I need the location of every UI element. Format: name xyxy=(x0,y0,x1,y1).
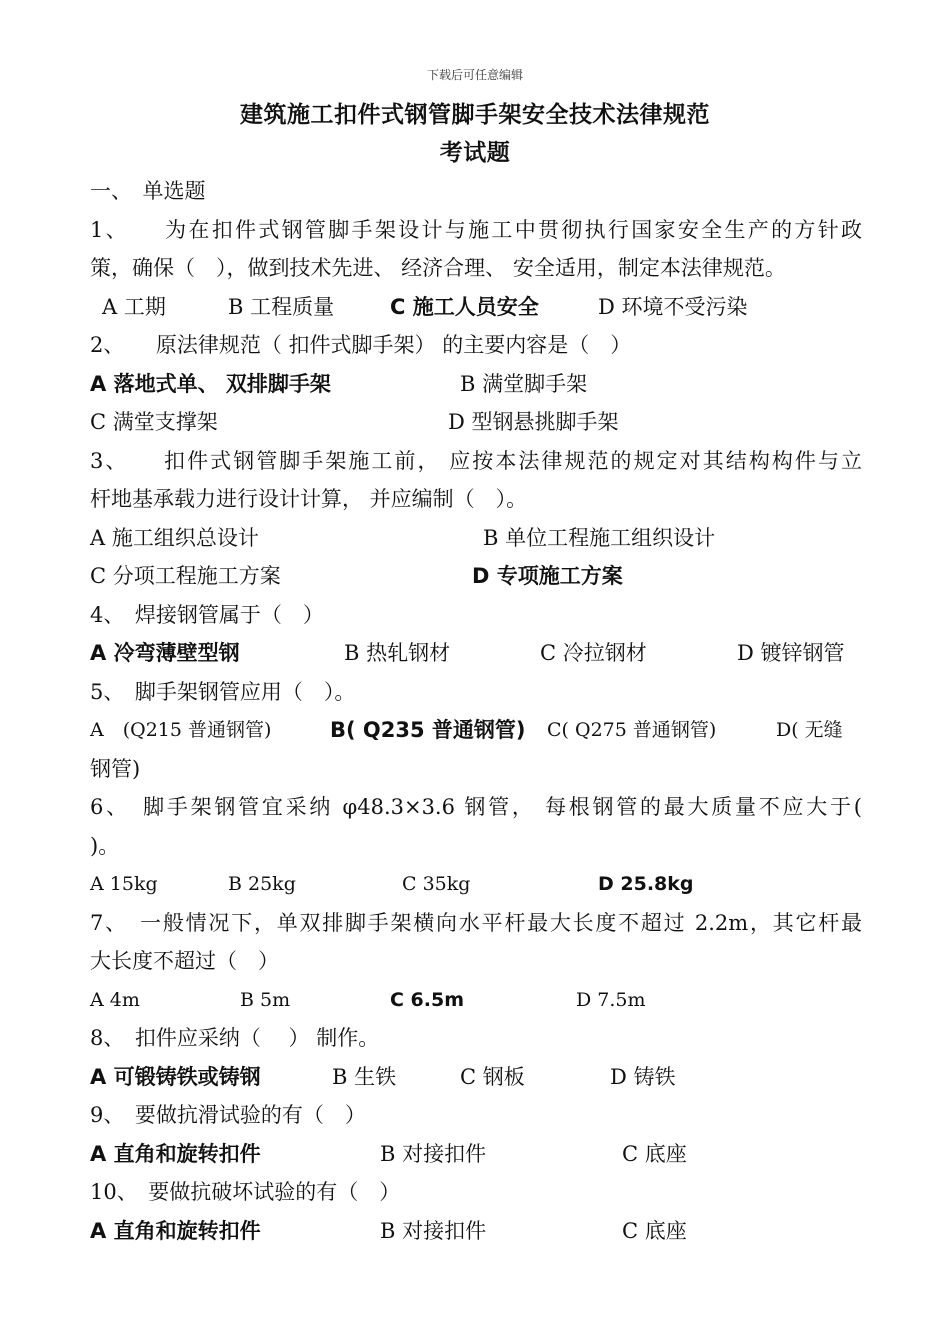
page-header-note: 下载后可任意编辑 xyxy=(426,68,523,82)
question-7-stem-line2: 大长度不超过（ ） xyxy=(90,949,279,973)
question-3-option-d-answer: D 专项施工方案 xyxy=(472,564,623,588)
section-heading: 一、 单选题 xyxy=(90,179,206,203)
document-title: 建筑施工扣件式钢管脚手架安全技术法律规范 xyxy=(240,102,710,128)
question-2-option-d: D 型钢悬挑脚手架 xyxy=(448,410,619,434)
question-6-stem-line1: 6、 脚手架钢管宜采纳 φ48.3×3.6 钢管， 每根钢管的最大质量不应大于( xyxy=(90,795,862,819)
question-8-options xyxy=(90,1058,862,1097)
question-4-option-a-answer: A 冷弯薄壁型钢 xyxy=(90,641,240,665)
question-9-stem: 9、 要做抗滑试验的有（ ） xyxy=(90,1103,366,1127)
question-7-option-b: B 5m xyxy=(240,988,291,1011)
question-4-options xyxy=(90,634,862,673)
question-5-options xyxy=(90,711,862,750)
question-6-option-a: A 15kg xyxy=(90,873,158,895)
question-7-stem-line1: 7、 一般情况下，单双排脚手架横向水平杆最大长度不超过 2.2m，其它杆最 xyxy=(90,910,862,935)
question-9-option-a-answer: A 直角和旋转扣件 xyxy=(90,1141,261,1166)
question-1-options xyxy=(90,288,862,327)
question-9-option-c: C 底座 xyxy=(622,1141,687,1166)
question-2-option-b: B 满堂脚手架 xyxy=(460,371,588,396)
question-7-option-a: A 4m xyxy=(90,988,140,1011)
question-2-option-a-answer: A 落地式单、 双排脚手架 xyxy=(90,371,331,396)
exam-body xyxy=(90,172,862,1250)
question-4-option-d: D 镀锌钢管 xyxy=(737,641,845,665)
question-1-option-a: A 工期 xyxy=(102,294,166,319)
question-5-options-wrap: 钢管) xyxy=(90,756,141,781)
question-10-options xyxy=(90,1212,862,1251)
question-5-option-a: A (Q215 普通钢管) xyxy=(90,719,272,741)
question-6-stem-line2: )。 xyxy=(90,833,120,858)
question-6-option-b: B 25kg xyxy=(228,873,296,895)
question-4-option-b: B 热轧钢材 xyxy=(344,641,451,665)
question-3-option-b: B 单位工程施工组织设计 xyxy=(483,525,716,550)
question-8-option-c: C 钢板 xyxy=(460,1064,525,1089)
question-10-stem: 10、 要做抗破坏试验的有（ ） xyxy=(90,1180,401,1204)
question-1-option-b: B 工程质量 xyxy=(228,294,335,319)
question-9-option-b: B 对接扣件 xyxy=(380,1141,487,1166)
question-3-options-row2 xyxy=(90,557,862,596)
question-7-option-c-answer: C 6.5m xyxy=(390,988,465,1011)
question-1-option-c-answer: C 施工人员安全 xyxy=(390,294,539,319)
question-10-option-b: B 对接扣件 xyxy=(380,1218,487,1243)
question-6-option-c: C 35kg xyxy=(402,873,471,895)
question-3-option-c: C 分项工程施工方案 xyxy=(90,564,281,588)
question-10-option-c: C 底座 xyxy=(622,1218,687,1243)
question-2-option-c: C 满堂支撑架 xyxy=(90,410,218,434)
question-6-options xyxy=(90,865,862,904)
question-3-stem-line2: 杆地基承载力进行设计计算， 并应编制（ ）。 xyxy=(90,487,528,511)
question-1-stem-line1: 1、 为在扣件式钢管脚手架设计与施工中贯彻执行国家安全生产的方针政 xyxy=(90,217,862,242)
question-8-stem: 8、 扣件应采纳（ ） 制作。 xyxy=(90,1026,380,1050)
question-8-option-a-answer: A 可锻铸铁或铸钢 xyxy=(90,1064,261,1089)
question-10-option-a-answer: A 直角和旋转扣件 xyxy=(90,1218,261,1243)
question-1-option-d: D 环境不受污染 xyxy=(598,294,748,319)
question-5-stem: 5、 脚手架钢管应用（ ）。 xyxy=(90,679,356,704)
question-3-options-row1 xyxy=(90,519,862,558)
question-5-option-c: C( Q275 普通钢管) xyxy=(547,719,717,741)
question-2-options-row2 xyxy=(90,403,862,442)
question-1-stem-line2: 策，确保（ ），做到技术先进、 经济合理、 安全适用，制定本法律规范。 xyxy=(90,256,786,280)
question-8-option-b: B 生铁 xyxy=(332,1064,397,1089)
question-9-options xyxy=(90,1135,862,1174)
question-3-option-a: A 施工组织总设计 xyxy=(90,525,259,550)
question-6-option-d-answer: D 25.8kg xyxy=(598,873,694,895)
question-7-option-d: D 7.5m xyxy=(576,988,646,1011)
question-8-option-d: D 铸铁 xyxy=(610,1064,676,1089)
document-subtitle: 考试题 xyxy=(439,140,511,166)
question-2-stem: 2、 原法律规范（ 扣件式脚手架） 的主要内容是（ ） xyxy=(90,333,632,357)
question-5-option-b-answer: B( Q235 普通钢管) xyxy=(330,718,526,742)
question-4-stem: 4、 焊接钢管属于（ ） xyxy=(90,602,324,627)
question-2-options-row1 xyxy=(90,365,862,404)
question-7-options xyxy=(90,981,862,1020)
question-5-option-d: D( 无缝 xyxy=(776,719,843,741)
question-3-stem-line1: 3、 扣件式钢管脚手架施工前， 应按本法律规范的规定对其结构构件与立 xyxy=(90,448,862,473)
question-4-option-c: C 冷拉钢材 xyxy=(540,641,647,665)
